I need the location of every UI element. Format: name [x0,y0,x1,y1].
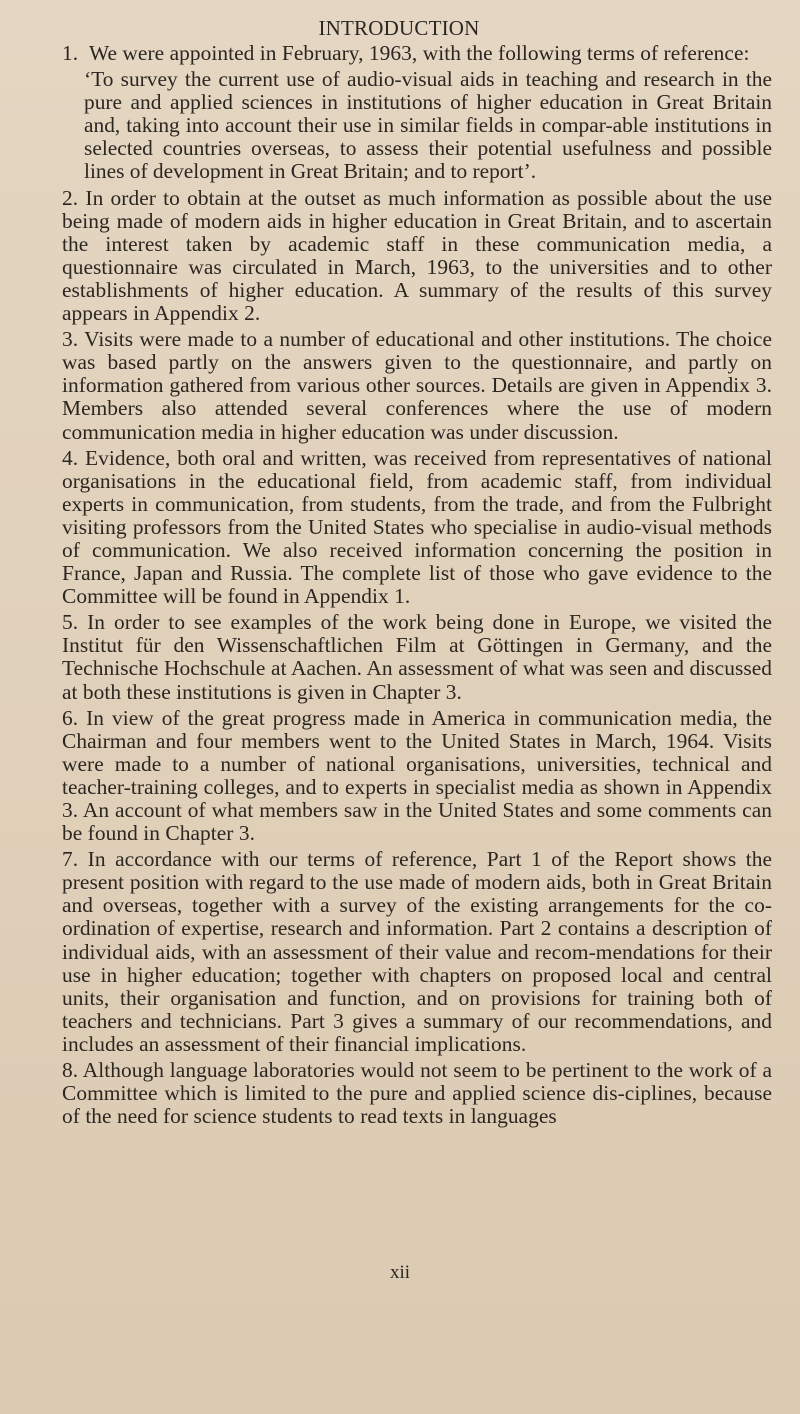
paragraph-text: In view of the great progress made in America in communication media, the Chairman and four members went to the United States in March, 1964. Visits were made to a number of national organisations, universities, technical and teacher-training colleges, and to experts in specialist media as shown in Appendix 3. An account of what members saw in the United States and some comments can be found in Chapter 3. [62,705,772,846]
paragraph-text: Visits were made to a number of educational and other institutions. The choice was based partly on the answers given to the questionnaire, and partly on information gathered from various other sources. Details are given in Appendix 3. Members also attended several conferences where the use of modern communication media in higher education was under discussion. [62,327,772,444]
paragraph-text: In order to see examples of the work being done in Europe, we visited the Institut für den Wissenschaftlichen Film at Göttingen in Germany, and the Technische Hochschule at Aachen. An assessment of what was seen and discussed at both these institutions is given in Chapter 3. [62,610,772,704]
paragraph-number: 1. [62,41,79,65]
page-number: xii [389,1262,411,1283]
paragraph-text: We were appointed in February, 1963, with the following terms of reference: [88,41,750,65]
paragraph-1 [62,42,772,65]
paragraph-number: 3. [62,327,79,352]
paragraph-3 [62,328,772,443]
paragraph-text: In order to obtain at the outset as much information as possible about the use being made of modern aids in higher education in Great Britain, and to ascertain the interest taken by academic staff in these communication media, a questionnaire was circulated in March, 1963, to the universities and to other establishments of higher education. A summary of the results of this survey appears in Appendix 2. [62,185,772,326]
paragraph-number: 2. [62,185,79,210]
paragraph-4 [62,447,772,609]
page-body [62,14,772,1131]
paragraph-6 [62,707,772,846]
paragraph-2 [62,187,772,326]
paragraph-number: 8. [62,1058,79,1083]
paragraph-5 [62,611,772,703]
paragraph-text: Evidence, both oral and written, was received from representatives of national organisations in the educational field, from academic staff, from individual experts in communication, from students, from the trade, and from the Fulbright visiting professors from the United States who specialise in audio-visual methods of communication. We also received information concerning the position in France, Japan and Russia. The complete list of those who gave evidence to the Committee will be found in Appendix 1. [62,445,772,609]
paragraph-number: 4. [62,445,79,470]
paragraph-number: 7. [62,847,79,872]
quote-text: ‘To survey the current use of audio-visual aids in teaching and research in the pure and applied sciences in institutions of higher education in Great Britain and, taking into account their use in similar fields in compar-able institutions in selected countries overseas, to assess their potential usefulness and possible lines of development in Great Britain; and to report’. [84,67,772,184]
terms-of-reference-quote [84,68,772,183]
paragraph-8 [62,1059,772,1128]
paragraph-number: 5. [62,610,79,635]
paragraph-text: In accordance with our terms of reference, Part 1 of the Report shows the present position with regard to the use made of modern aids, both in Great Britain and overseas, together with a survey of the existing arrangements for the co-ordination of expertise, research and information. Part 2 contains a description of individual aids, with an assessment of their value and recom-mendations for their use in higher education; together with chapters on proposed local and central units, their organisation and function, and on provisions for training both of teachers and technicians. Part 3 gives a summary of our recommendations, and includes an assessment of their financial implications. [62,847,772,1056]
paragraph-number: 6. [62,705,79,730]
paragraph-text: Although language laboratories would not seem to be pertinent to the work of a Committee which is limited to the pure and applied science dis-ciplines, because of the need for science students to read texts in languages [62,1058,772,1129]
page-title: INTRODUCTION [318,16,480,40]
paragraph-7 [62,848,772,1056]
